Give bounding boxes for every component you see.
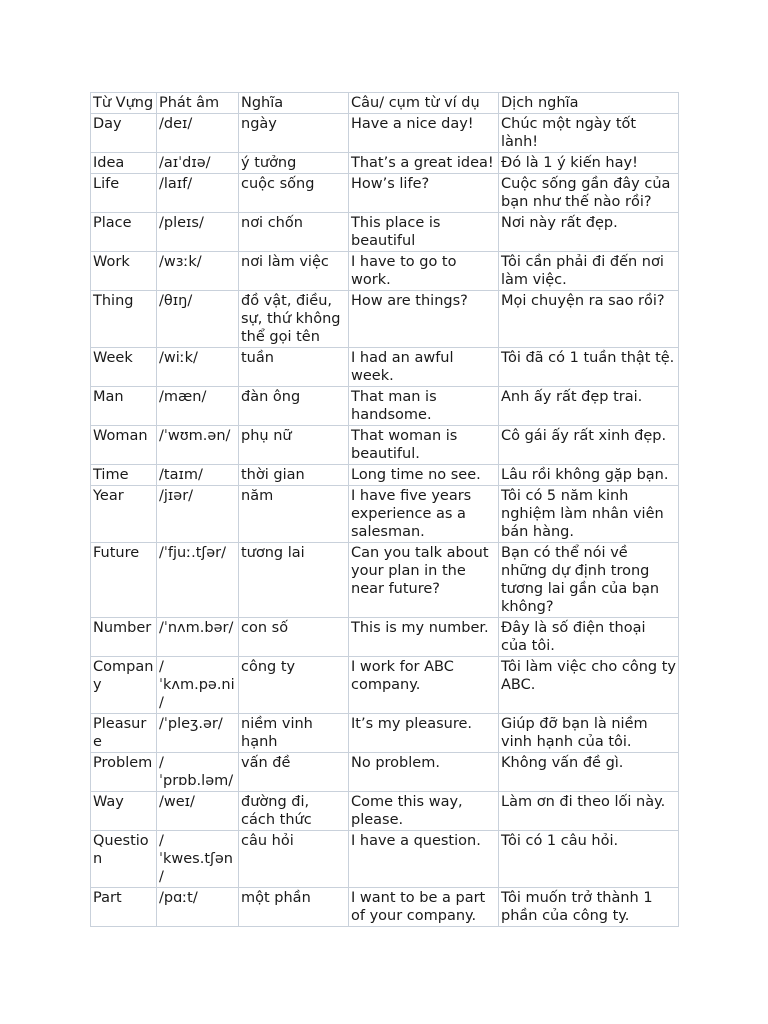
word-cell: Year — [91, 486, 157, 543]
word-cell: Place — [91, 213, 157, 252]
meaning-cell: con số — [239, 618, 349, 657]
table-row — [91, 618, 679, 657]
word-cell: Day — [91, 114, 157, 153]
meaning-cell: câu hỏi — [239, 831, 349, 888]
meaning-cell: đồ vật, điều, sự, thứ không thể gọi tên — [239, 291, 349, 348]
pronunciation-cell: /ˈwʊm.ən/ — [157, 426, 239, 465]
table-row — [91, 153, 679, 174]
vocabulary-table-body — [91, 93, 679, 927]
translation-cell: Cuộc sống gần đây của bạn như thế nào rồi? — [499, 174, 679, 213]
example-cell: Have a nice day! — [349, 114, 499, 153]
translation-cell: Tôi muốn trở thành 1 phần của công ty. — [499, 888, 679, 927]
meaning-cell: nơi chốn — [239, 213, 349, 252]
table-row — [91, 291, 679, 348]
meaning-cell: tuần — [239, 348, 349, 387]
pronunciation-cell: /mæn/ — [157, 387, 239, 426]
example-cell: I have to go to work. — [349, 252, 499, 291]
table-row — [91, 114, 679, 153]
header-cell-word: Từ Vựng — [91, 93, 157, 114]
example-cell: That woman is beautiful. — [349, 426, 499, 465]
pronunciation-cell: /ˈkwes.tʃən/ — [157, 831, 239, 888]
translation-cell: Tôi có 1 câu hỏi. — [499, 831, 679, 888]
pronunciation-cell: /wiːk/ — [157, 348, 239, 387]
pronunciation-cell: /pɑːt/ — [157, 888, 239, 927]
table-row — [91, 792, 679, 831]
table-row — [91, 888, 679, 927]
table-row — [91, 657, 679, 714]
pronunciation-cell: /pleɪs/ — [157, 213, 239, 252]
pronunciation-cell: /deɪ/ — [157, 114, 239, 153]
header-cell-pronunciation: Phát âm — [157, 93, 239, 114]
table-row — [91, 486, 679, 543]
translation-cell: Cô gái ấy rất xinh đẹp. — [499, 426, 679, 465]
example-cell: This is my number. — [349, 618, 499, 657]
translation-cell: Nơi này rất đẹp. — [499, 213, 679, 252]
word-cell: Number — [91, 618, 157, 657]
pronunciation-cell: /taɪm/ — [157, 465, 239, 486]
word-cell: Time — [91, 465, 157, 486]
example-cell: Come this way, please. — [349, 792, 499, 831]
table-row — [91, 465, 679, 486]
table-row — [91, 348, 679, 387]
translation-cell: Mọi chuyện ra sao rồi? — [499, 291, 679, 348]
translation-cell: Anh ấy rất đẹp trai. — [499, 387, 679, 426]
example-cell: This place is beautiful — [349, 213, 499, 252]
pronunciation-cell: /jɪər/ — [157, 486, 239, 543]
word-cell: Idea — [91, 153, 157, 174]
meaning-cell: tương lai — [239, 543, 349, 618]
table-row — [91, 387, 679, 426]
pronunciation-cell: /aɪˈdɪə/ — [157, 153, 239, 174]
example-cell: I have five years experience as a salesman. — [349, 486, 499, 543]
translation-cell: Đó là 1 ý kiến hay! — [499, 153, 679, 174]
meaning-cell: năm — [239, 486, 349, 543]
meaning-cell: một phần — [239, 888, 349, 927]
translation-cell: Bạn có thể nói về những dự định trong tương lai gần của bạn không? — [499, 543, 679, 618]
example-cell: Can you talk about your plan in the near future? — [349, 543, 499, 618]
example-cell: I want to be a part of your company. — [349, 888, 499, 927]
meaning-cell: nơi làm việc — [239, 252, 349, 291]
pronunciation-cell: /ˈnʌm.bər/ — [157, 618, 239, 657]
example-cell: It’s my pleasure. — [349, 714, 499, 753]
word-cell: Part — [91, 888, 157, 927]
meaning-cell: thời gian — [239, 465, 349, 486]
table-row — [91, 831, 679, 888]
pronunciation-cell: /ˈpleʒ.ər/ — [157, 714, 239, 753]
word-cell: Way — [91, 792, 157, 831]
translation-cell: Đây là số điện thoại của tôi. — [499, 618, 679, 657]
pronunciation-cell: /ˈfjuː.tʃər/ — [157, 543, 239, 618]
pronunciation-cell: /laɪf/ — [157, 174, 239, 213]
meaning-cell: vấn đề — [239, 753, 349, 792]
example-cell: How’s life? — [349, 174, 499, 213]
translation-cell: Tôi có 5 năm kinh nghiệm làm nhân viên bán hàng. — [499, 486, 679, 543]
header-cell-meaning: Nghĩa — [239, 93, 349, 114]
meaning-cell: niềm vinh hạnh — [239, 714, 349, 753]
meaning-cell: công ty — [239, 657, 349, 714]
pronunciation-cell: /ˈkʌm.pə.ni/ — [157, 657, 239, 714]
word-cell: Thing — [91, 291, 157, 348]
translation-cell: Chúc một ngày tốt lành! — [499, 114, 679, 153]
word-cell: Work — [91, 252, 157, 291]
meaning-cell: ý tưởng — [239, 153, 349, 174]
meaning-cell: ngày — [239, 114, 349, 153]
translation-cell: Giúp đỡ bạn là niềm vinh hạnh của tôi. — [499, 714, 679, 753]
header-cell-translation: Dịch nghĩa — [499, 93, 679, 114]
word-cell: Company — [91, 657, 157, 714]
translation-cell: Không vấn đề gì. — [499, 753, 679, 792]
pronunciation-cell: /wɜːk/ — [157, 252, 239, 291]
word-cell: Question — [91, 831, 157, 888]
meaning-cell: đàn ông — [239, 387, 349, 426]
example-cell: That’s a great idea! — [349, 153, 499, 174]
translation-cell: Tôi làm việc cho công ty ABC. — [499, 657, 679, 714]
meaning-cell: phụ nữ — [239, 426, 349, 465]
example-cell: That man is handsome. — [349, 387, 499, 426]
translation-cell: Tôi đã có 1 tuần thật tệ. — [499, 348, 679, 387]
table-row — [91, 543, 679, 618]
table-row — [91, 213, 679, 252]
word-cell: Life — [91, 174, 157, 213]
example-cell: I work for ABC company. — [349, 657, 499, 714]
word-cell: Problem — [91, 753, 157, 792]
table-row — [91, 753, 679, 792]
header-cell-example: Câu/ cụm từ ví dụ — [349, 93, 499, 114]
translation-cell: Tôi cần phải đi đến nơi làm việc. — [499, 252, 679, 291]
vocabulary-table — [90, 92, 679, 927]
example-cell: I have a question. — [349, 831, 499, 888]
word-cell: Week — [91, 348, 157, 387]
table-row — [91, 252, 679, 291]
example-cell: I had an awful week. — [349, 348, 499, 387]
meaning-cell: đường đi, cách thức — [239, 792, 349, 831]
example-cell: No problem. — [349, 753, 499, 792]
word-cell: Woman — [91, 426, 157, 465]
translation-cell: Lâu rồi không gặp bạn. — [499, 465, 679, 486]
table-row — [91, 174, 679, 213]
word-cell: Pleasure — [91, 714, 157, 753]
word-cell: Man — [91, 387, 157, 426]
word-cell: Future — [91, 543, 157, 618]
example-cell: Long time no see. — [349, 465, 499, 486]
table-row — [91, 426, 679, 465]
example-cell: How are things? — [349, 291, 499, 348]
translation-cell: Làm ơn đi theo lối này. — [499, 792, 679, 831]
pronunciation-cell: /θɪŋ/ — [157, 291, 239, 348]
table-row — [91, 714, 679, 753]
table-header-row — [91, 93, 679, 114]
pronunciation-cell: /weɪ/ — [157, 792, 239, 831]
pronunciation-cell: /ˈprɒb.ləm/ — [157, 753, 239, 792]
meaning-cell: cuộc sống — [239, 174, 349, 213]
